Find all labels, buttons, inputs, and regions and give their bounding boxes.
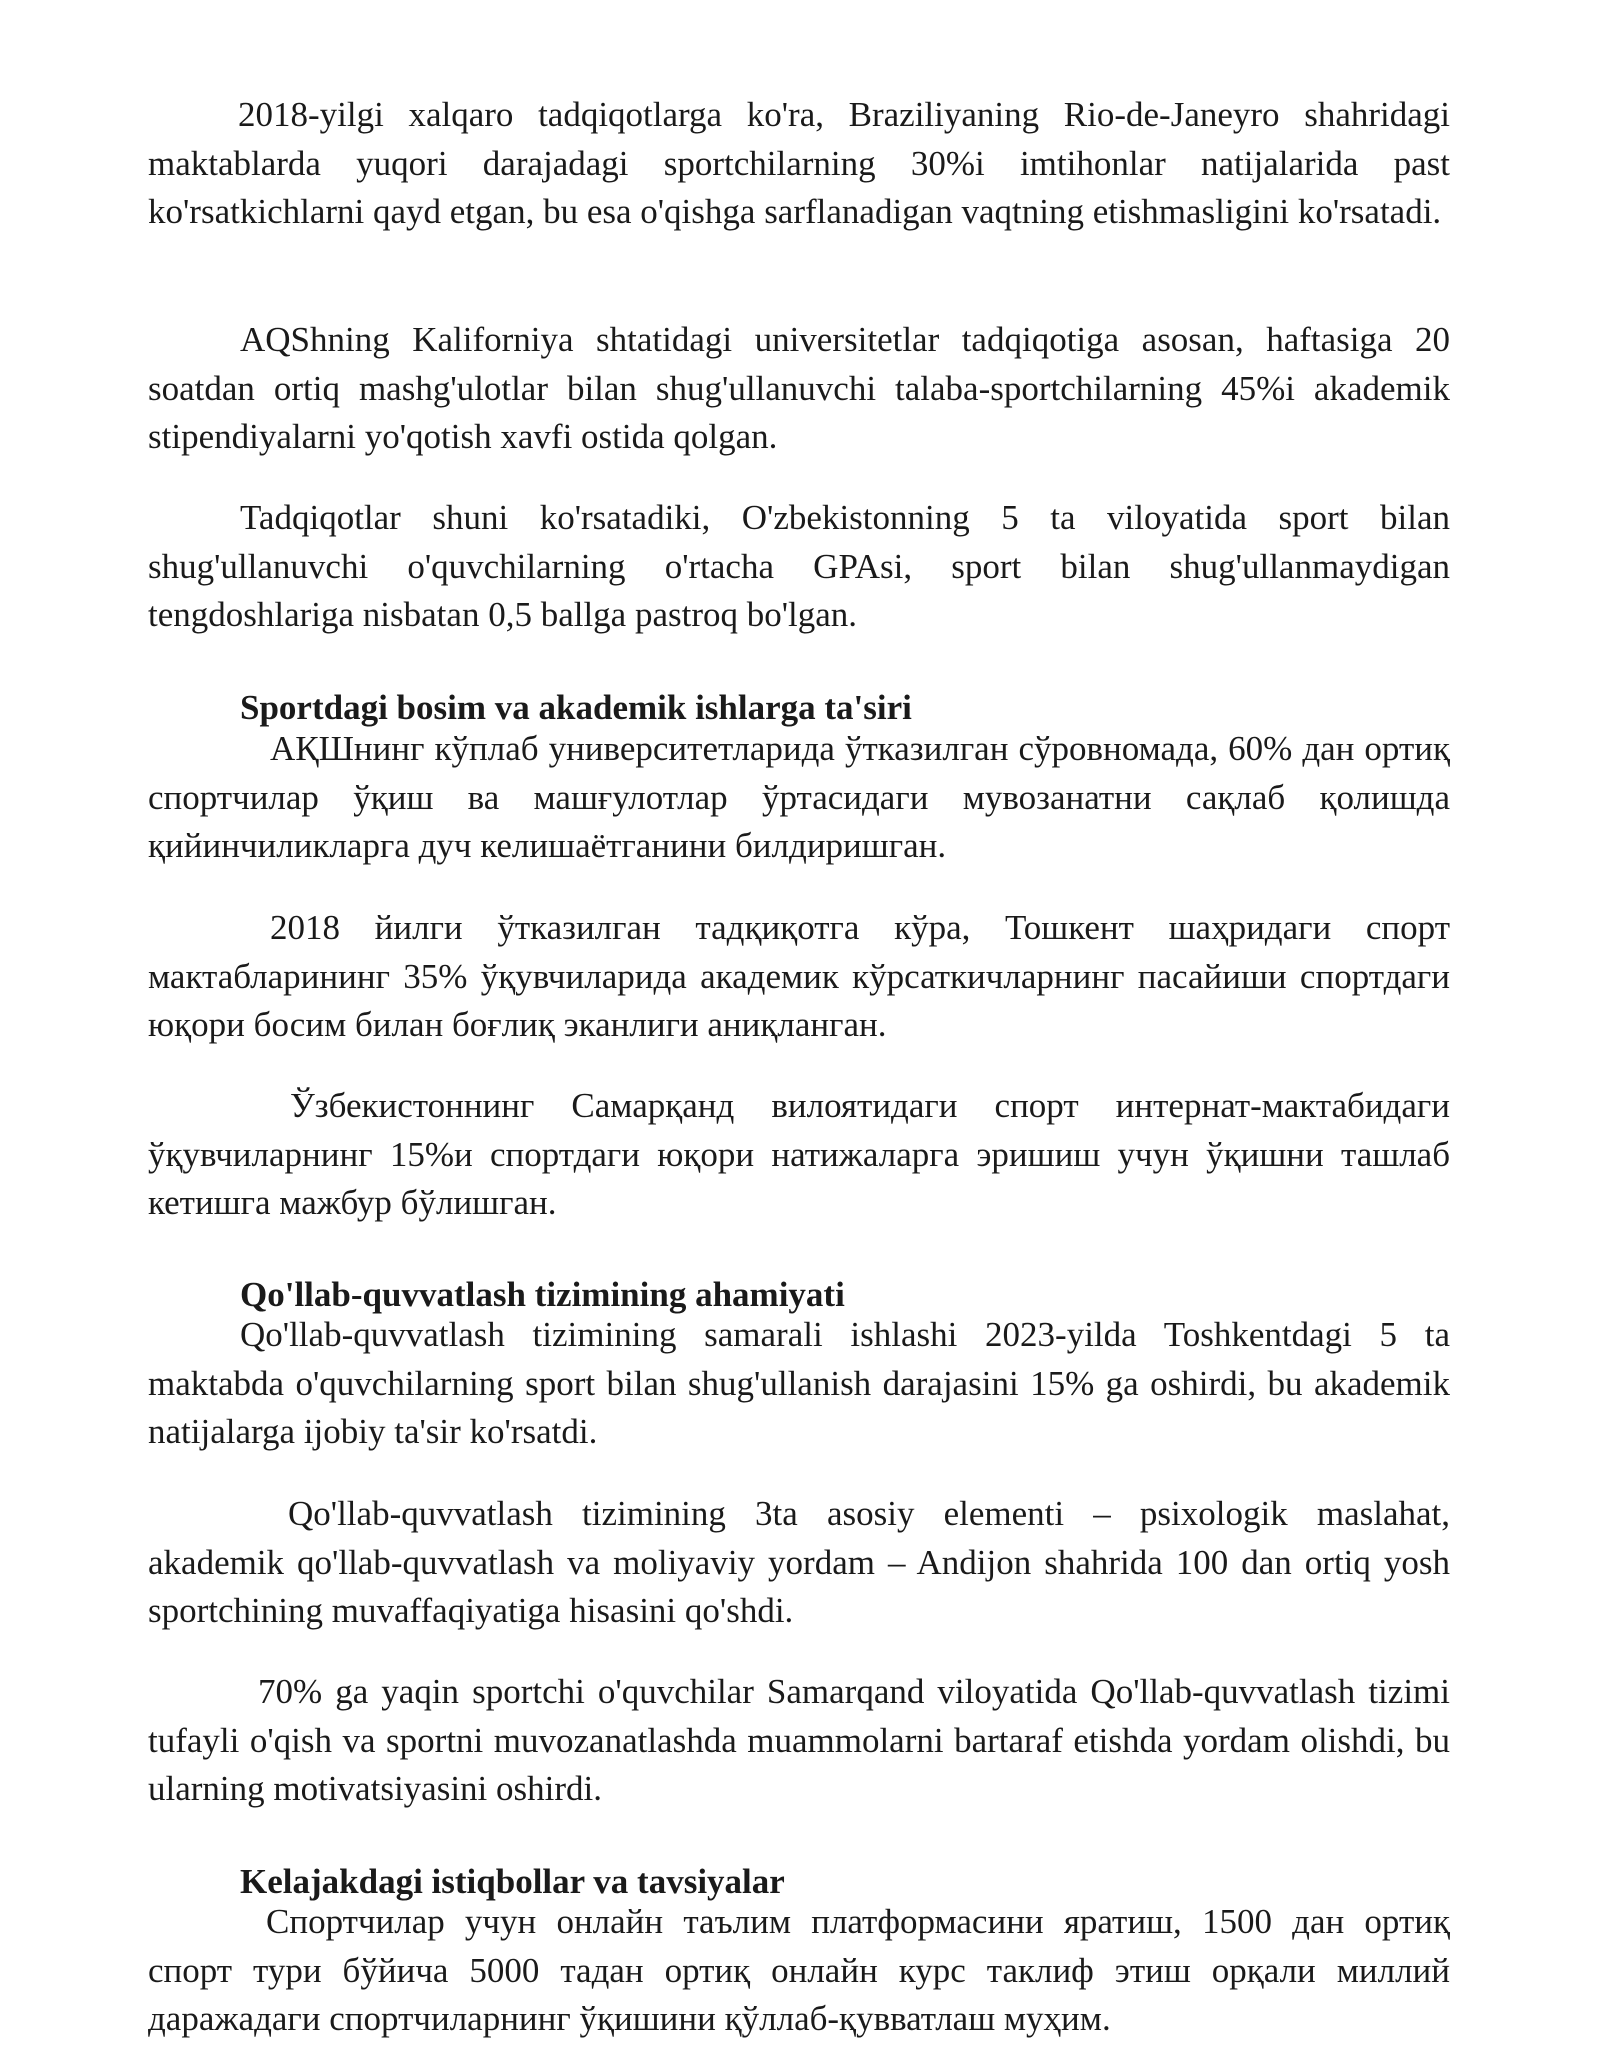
paragraph-rio-study: 2018-yilgi xalqaro tadqiqotlarga ko'ra, Braziliyaning Rio-de-Janeyro shahridagi maktablarda yuqori darajadagi sportchilarning 30%i imtihonlar natijalarida past ko'rsatkichlarni qayd etgan, bu esa o'qishga sarflanadigan vaqtning etishmasligini ko'rsatadi. [148,95,1450,231]
section-heading-support-system: Qo'llab-quvvatlash tizimining ahamiyati [240,1275,845,1314]
paragraph-online-platform: Спортчилар учун онлайн таълим платформасини яратиш, 1500 дан ортиқ спорт тури бўйича 5000 тадан ортиқ онлайн курс таклиф этиш орқали миллий даражадаги спортчиларнинг ўқишини қўллаб-қувватлаш муҳим. [148,1902,1450,2038]
paragraph-tashkent-study: 2018 йилги ўтказилган тадқиқотга кўра, Тошкент шаҳридаги спорт мактабларининг 35% ўқувчиларида академик кўрсаткичларнинг пасайиши спортдаги юқори босим билан боғлиқ эканлиги аниқланган. [148,908,1450,1044]
paragraph-uzbekistan-gpa: Tadqiqotlar shuni ko'rsatadiki, O'zbekistonning 5 ta viloyatida sport bilan shug'ullanuvchi o'quvchilarning o'rtacha GPAsi, sport bilan shug'ullanmaydigan tengdoshlariga nisbatan 0,5 ballga pastroq bo'lgan. [148,498,1450,634]
paragraph-support-elements: Qo'llab-quvvatlash tizimining 3ta asosiy elementi – psixologik maslahat, akademik qo'llab-quvvatlash va moliyaviy yordam – Andijon shahrida 100 dan ortiq yosh sportchining muvaffaqiyatiga hisasini qo'shdi. [148,1494,1450,1630]
paragraph-usa-survey: АҚШнинг кўплаб университетларида ўтказилган сўровномада, 60% дан ортиқ спортчилар ўқиш ва машғулотлар ўртасидаги мувозанатни сақлаб қолишда қийинчиликларга дуч келишаётганини билдиришган. [148,729,1450,865]
paragraph-support-effect: Qo'llab-quvvatlash tizimining samarali ishlashi 2023-yilda Toshkentdagi 5 ta maktabda o'quvchilarning sport bilan shug'ullanish darajasini 15% ga oshirdi, bu akademik natijalarga ijobiy ta'sir ko'rsatdi. [148,1315,1450,1451]
paragraph-california-study: AQShning Kaliforniya shtatidagi universitetlar tadqiqotiga asosan, haftasiga 20 soatdan ortiq mashg'ulotlar bilan shug'ullanuvchi talaba-sportchilarning 45%i akademik stipendiyalarni yo'qotish xavfi ostida qolgan. [148,320,1450,456]
section-heading-future-prospects: Kelajakdagi istiqbollar va tavsiyalar [240,1862,785,1901]
section-heading-sport-pressure: Sportdagi bosim va akademik ishlarga ta'siri [240,688,912,727]
paragraph-samarqand-students: 70% ga yaqin sportchi o'quvchilar Samarqand viloyatida Qo'llab-quvvatlash tizimi tufayli o'qish va sportni muvozanatlashda muammolarni bartaraf etishda yordam olishdi, bu ularning motivatsiyasini oshirdi. [148,1672,1450,1808]
paragraph-samarkand-school: Ўзбекистоннинг Самарқанд вилоятидаги спорт интернат-мактабидаги ўқувчиларнинг 15%и спортдаги юқори натижаларга эришиш учун ўқишни ташлаб кетишга мажбур бўлишган. [148,1086,1450,1222]
